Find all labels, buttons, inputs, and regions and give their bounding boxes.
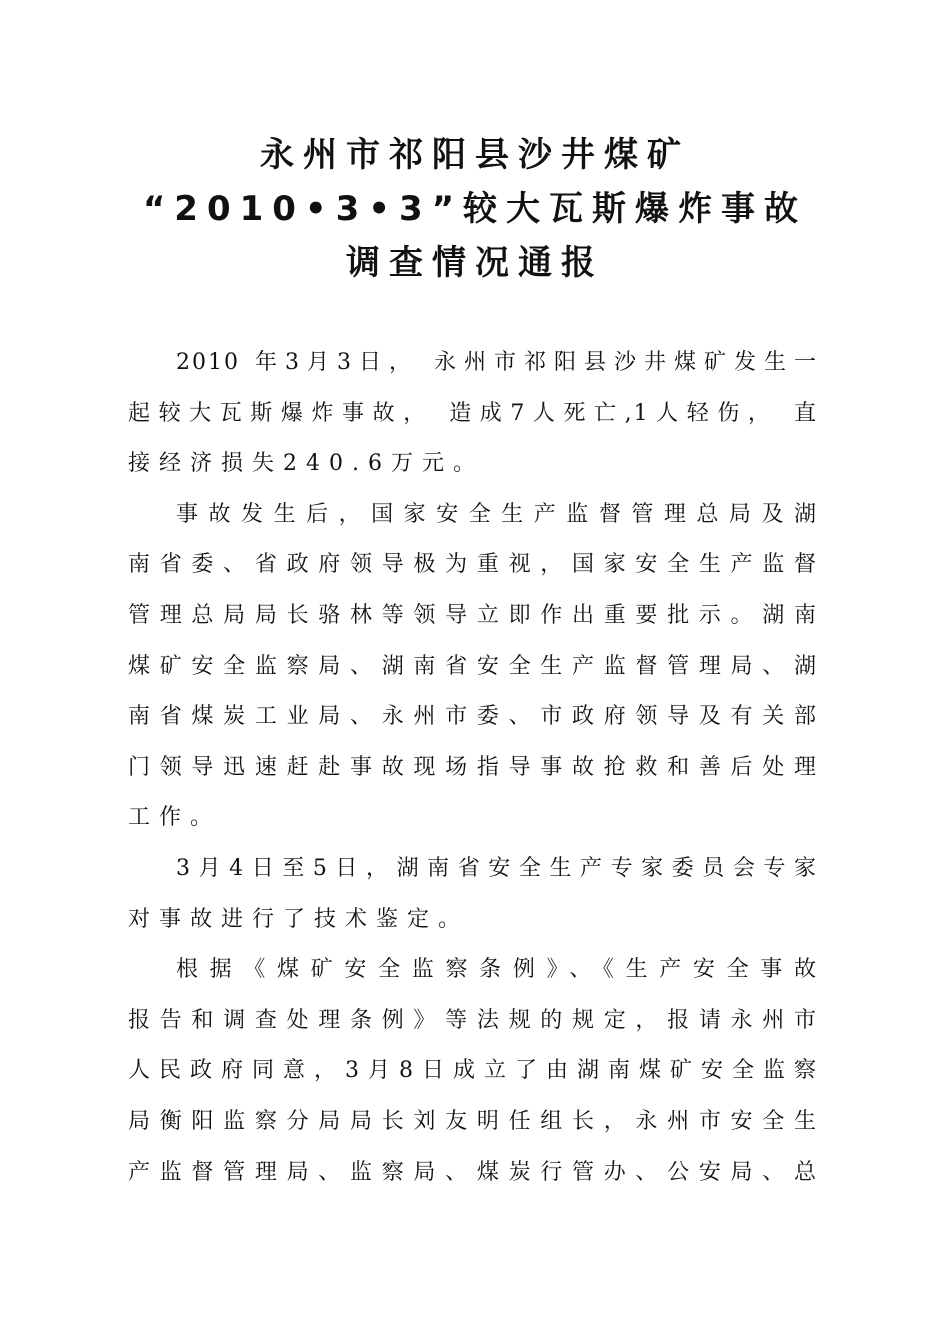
paragraph-line: 接经济损失240.6万元。 [128, 451, 484, 477]
paragraph-line: 2010 年3月3日， 永州市祁阳县沙井煤矿发生一 [176, 350, 818, 375]
paragraph-line: 局衡阳监察分局局长刘友明任组长，永州市安全生 [128, 1108, 818, 1134]
paragraph-line: 门领导迅速赶赴事故现场指导事故抢救和善后处理 [128, 754, 818, 780]
paragraph-line: 报告和调查处理条例》等法规的规定，报请永州市 [128, 1007, 818, 1033]
paragraph-line: 事故发生后，国家安全生产监督管理总局及湖 [176, 501, 818, 527]
paragraph-line: 工作。 [128, 805, 222, 831]
title-line-2: “2010•3•3”较大瓦斯爆炸事故 [142, 189, 808, 229]
paragraph-line: 产监督管理局、监察局、煤炭行管办、公安局、总 [128, 1159, 818, 1185]
paragraph-line: 南省煤炭工业局、永州市委、市政府领导及有关部 [128, 704, 818, 730]
paragraph-line: 对事故进行了技术鉴定。 [128, 906, 470, 932]
paragraph-line: 煤矿安全监察局、湖南省安全生产监督管理局、湖 [128, 653, 818, 679]
paragraph-line: 南省委、省政府领导极为重视，国家安全生产监督 [128, 552, 818, 578]
title-line-3: 调查情况通报 [346, 243, 604, 283]
paragraph-leadership-response [128, 490, 818, 844]
paragraph-line: 人民政府同意，3月8日成立了由湖南煤矿安全监察 [128, 1058, 818, 1084]
paragraph-line: 根据《煤矿安全监察条例》、《生产安全事故 [176, 957, 818, 983]
paragraph-technical-appraisal [128, 844, 818, 945]
document-body [128, 338, 818, 1198]
paragraph-line: 3月4日至5日，湖南省安全生产专家委员会专家 [176, 855, 818, 881]
paragraph-investigation-team [128, 945, 818, 1198]
paragraph-line: 起较大瓦斯爆炸事故， 造成7人死亡,1人轻伤， 直 [128, 400, 818, 426]
document-title [0, 128, 950, 290]
title-line-1: 永州市祁阳县沙井煤矿 [260, 135, 690, 175]
paragraph-accident-summary [128, 338, 818, 490]
paragraph-line: 管理总局局长骆林等领导立即作出重要批示。湖南 [128, 602, 818, 628]
